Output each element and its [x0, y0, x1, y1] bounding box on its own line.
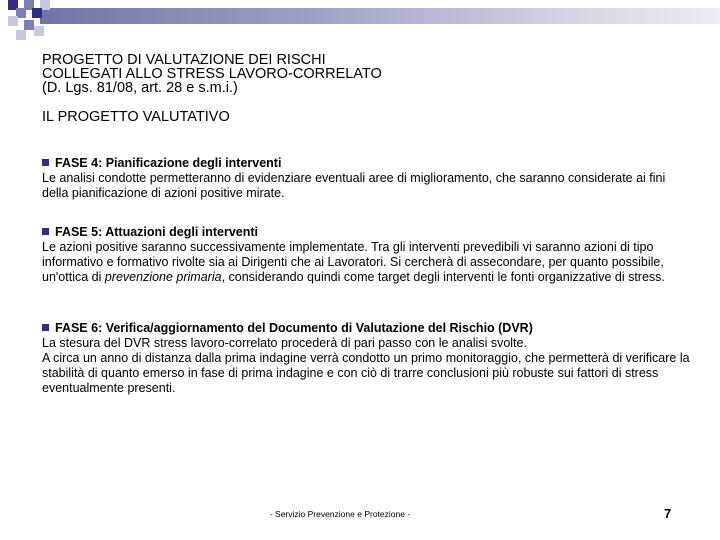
- footer: [0, 509, 680, 519]
- title-line: PROGETTO DI VALUTAZIONE DEI RISCHI: [42, 52, 326, 68]
- phase-body: A circa un anno di distanza dalla prima indagine verrà condotto un primo monitoraggio, che permetterà di verificare la stabilità di quanto emerso in fase di prima indagine e con ciò di trarre conclusioni più robuste sui fattori di stress eventualmente presenti.: [42, 351, 690, 395]
- phase-heading-text: FASE 4: Pianificazione degli interventi: [55, 156, 282, 170]
- phase-block-6: [42, 321, 692, 396]
- phase-heading: [42, 225, 692, 240]
- bullet-square-icon: [42, 159, 49, 166]
- phase-heading-text: FASE 5: Attuazioni degli interventi: [55, 225, 259, 239]
- deco-square: [16, 30, 26, 40]
- header-decoration: [0, 0, 720, 48]
- bullet-square-icon: [42, 228, 49, 235]
- bullet-square-icon: [42, 324, 49, 331]
- phase-body-text: , considerando quindi come target degli interventi le fonti organizzative di stress.: [221, 270, 665, 284]
- phase-body: [42, 240, 692, 285]
- deco-square: [8, 16, 18, 26]
- section-title: IL PROGETTO VALUTATIVO: [42, 109, 230, 125]
- title-line: COLLEGATI ALLO STRESS LAVORO-CORRELATO: [42, 66, 382, 82]
- phase-heading: [42, 156, 692, 171]
- slide-title: [42, 53, 682, 95]
- phase-heading-text: FASE 6: Verifica/aggiornamento del Documento di Valutazione del Rischio (DVR): [55, 321, 533, 335]
- phase-block-4: [42, 156, 692, 201]
- header-gradient-bar: [40, 8, 720, 24]
- deco-square: [32, 8, 42, 18]
- deco-square: [24, 20, 34, 30]
- phase-body: La stesura del DVR stress lavoro-correlato procederà di pari passo con le analisi svolte.: [42, 336, 527, 350]
- phase-body-text: Le azioni positive saranno successivamente implementate. Tra gli interventi prevedibili vi saranno azioni di tipo informativo e formativo rivolte sia ai Dirigenti che ai Lavoratori. Si cercherà di assecondare, per quanto possibile, un'ottica di: [42, 240, 664, 284]
- footer-text: - Servizio Prevenzione e Protezione -: [269, 509, 411, 519]
- phase-block-5: [42, 225, 692, 285]
- phase-heading: [42, 321, 692, 336]
- page-number: 7: [664, 506, 672, 521]
- phase-body: Le analisi condotte permetteranno di evidenziare eventuali aree di miglioramento, che saranno considerate ai fini della pianificazione di azioni positive mirate.: [42, 171, 666, 200]
- title-line: (D. Lgs. 81/08, art. 28 e s.m.i.): [42, 80, 238, 96]
- deco-square: [34, 26, 44, 36]
- phase-body-emphasis: prevenzione primaria: [104, 270, 222, 284]
